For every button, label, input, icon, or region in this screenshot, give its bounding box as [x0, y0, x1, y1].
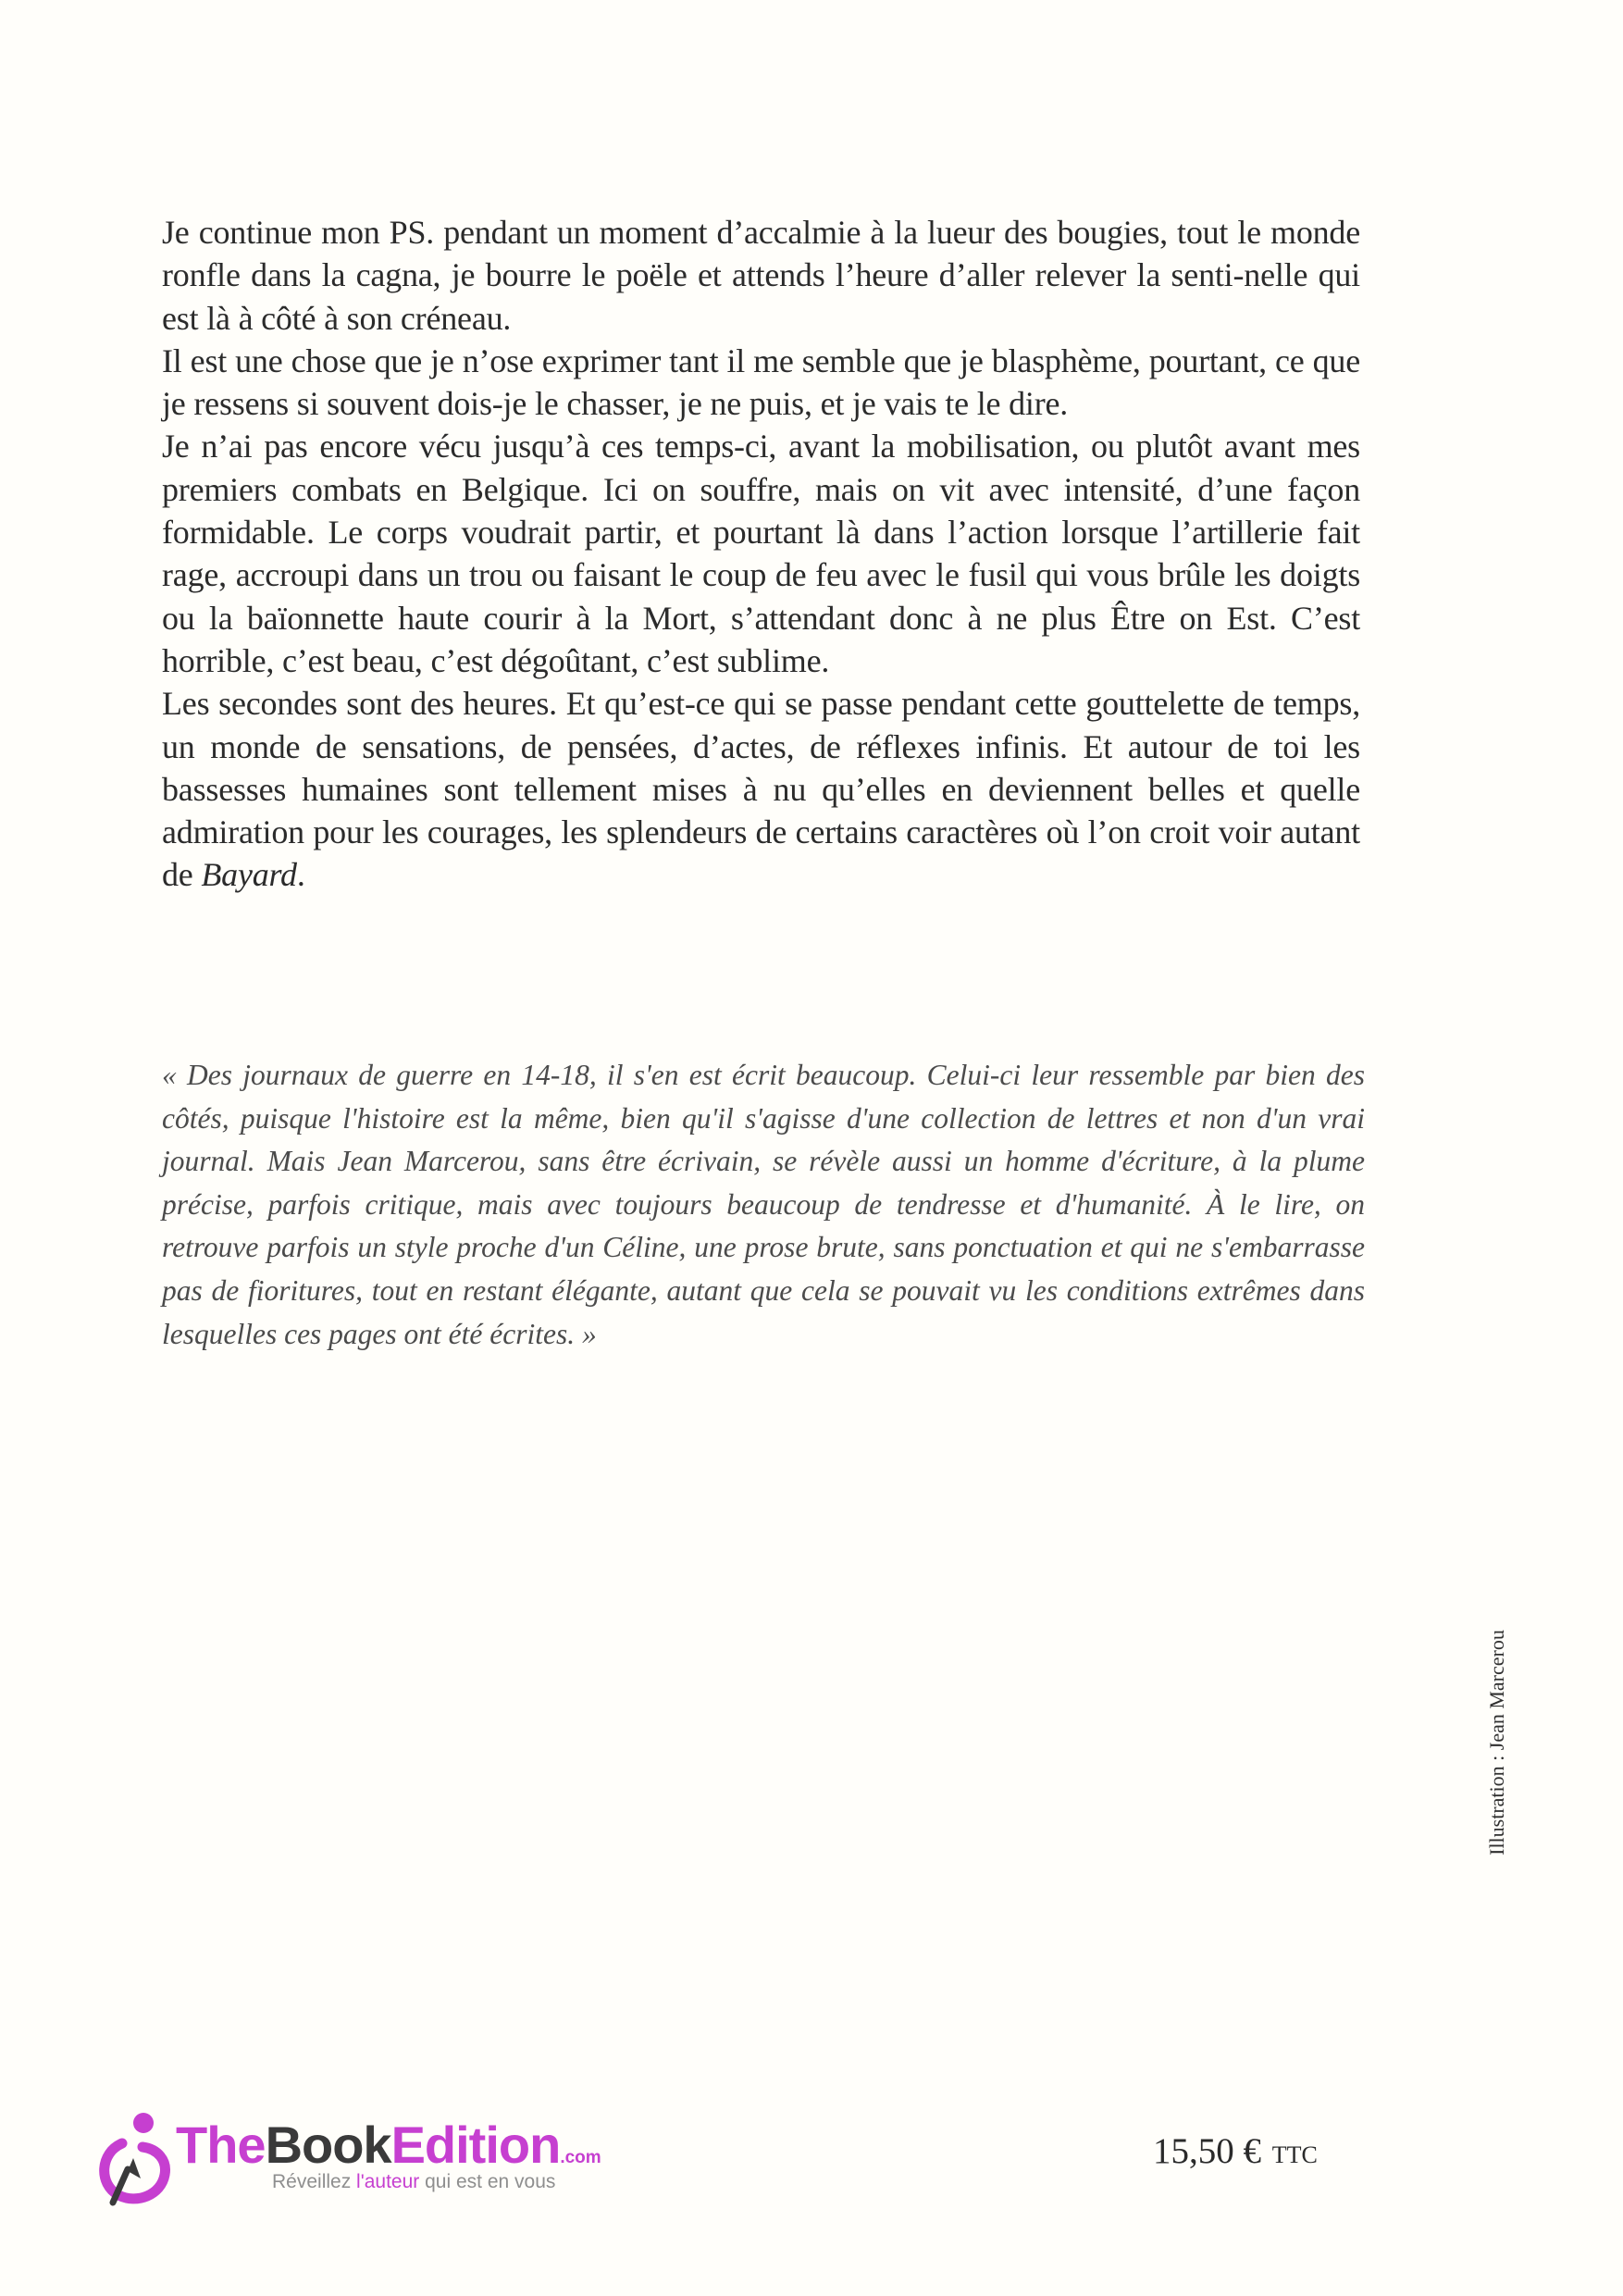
wordmark-book: Book [265, 2116, 391, 2174]
excerpt-paragraph-4 [162, 682, 1360, 896]
excerpt-paragraph-4-end: . [296, 856, 305, 894]
tagline-start: Réveillez [272, 2171, 357, 2192]
excerpt-italic-name: Bayard [201, 856, 297, 894]
book-price [1153, 2130, 1318, 2172]
excerpt-paragraph-4-text: Les secondes sont des heures. Et qu’est-ce qui se passe pendant cette gouttelette de temps, un monde de sensations, de pensées, d’actes, de réflexes infinis. Et autour de toi les bassesses humaines sont tellement mises à nu qu’elles en deviennent belles et quelle admiration pour les courages, les splendeurs de certains caractères où l’on croit voir autant de [162, 685, 1360, 894]
excerpt-paragraph-1: Je continue mon PS. pendant un moment d’accalmie à la lueur des bougies, tout le monde ronfle dans la cagna, je bourre le poële et attends l’heure d’aller relever la senti-nelle qui est là à côté à son créneau. [162, 214, 1360, 337]
wordmark-the: The [176, 2116, 266, 2174]
excerpt-paragraph-2: Il est une chose que je n’ose exprimer tant il me semble que je blasphème, pourtant, ce que je ressens si souvent dois-je le chasser, je ne puis, et je vais te le dire. [162, 341, 1360, 423]
excerpt-paragraph-3: Je n’ai pas encore vécu jusqu’à ces temps-ci, avant la mobilisation, ou plutôt avant mes premiers combats en Belgique. Ici on souffre, mais on vit avec intensité, d’une façon formidable. Le corps voudrait partir, et pourtant là dans l’action lorsque l’artillerie fait rage, accroupi dans un trou ou faisant le coup de feu avec le fusil qui vous brûle les doigts ou la baïonnette haute courir à la Mort, s’attendant donc à ne plus Être on Est. C’est horrible, c’est beau, c’est dégoûtant, c’est sublime. [162, 428, 1360, 679]
illustration-credit-wrapper [1479, 1612, 1516, 1873]
publisher-tagline [272, 2171, 555, 2193]
price-suffix: TTC [1271, 2141, 1318, 2168]
price-amount: 15,50 € [1153, 2131, 1261, 2171]
illustration-credit: Illustration : Jean Marcerou [1485, 1630, 1508, 1855]
publisher-logo [85, 2110, 677, 2212]
tagline-end: qui est en vous [419, 2171, 556, 2192]
letter-excerpt [162, 211, 1360, 897]
review-quote [162, 1054, 1365, 1356]
review-quote-text: « Des journaux de guerre en 14-18, il s'en est écrit beaucoup. Celui-ci leur ressemble par bien des côtés, puisque l'histoire est la même, bien qu'il s'agisse d'une collection de lettres et non d'un vrai journal. Mais Jean Marcerou, sans être écrivain, se révèle aussi un homme d'écriture, à la plume précise, parfois critique, mais avec toujours beaucoup de tendresse et d'humanité. À le lire, on retrouve parfois un style proche d'un Céline, une prose brute, sans ponctuation et qui ne s'embarrasse pas de fioritures, tout en restant élégante, autant que cela se pouvait vu les conditions extrêmes dans lesquelles ces pages ont été écrites. » [162, 1059, 1365, 1350]
tagline-highlight: l'auteur [356, 2171, 420, 2192]
wordmark-com: .com [560, 2148, 601, 2167]
publisher-logo-icon [85, 2110, 178, 2212]
wordmark-edition: Edition [390, 2116, 561, 2174]
